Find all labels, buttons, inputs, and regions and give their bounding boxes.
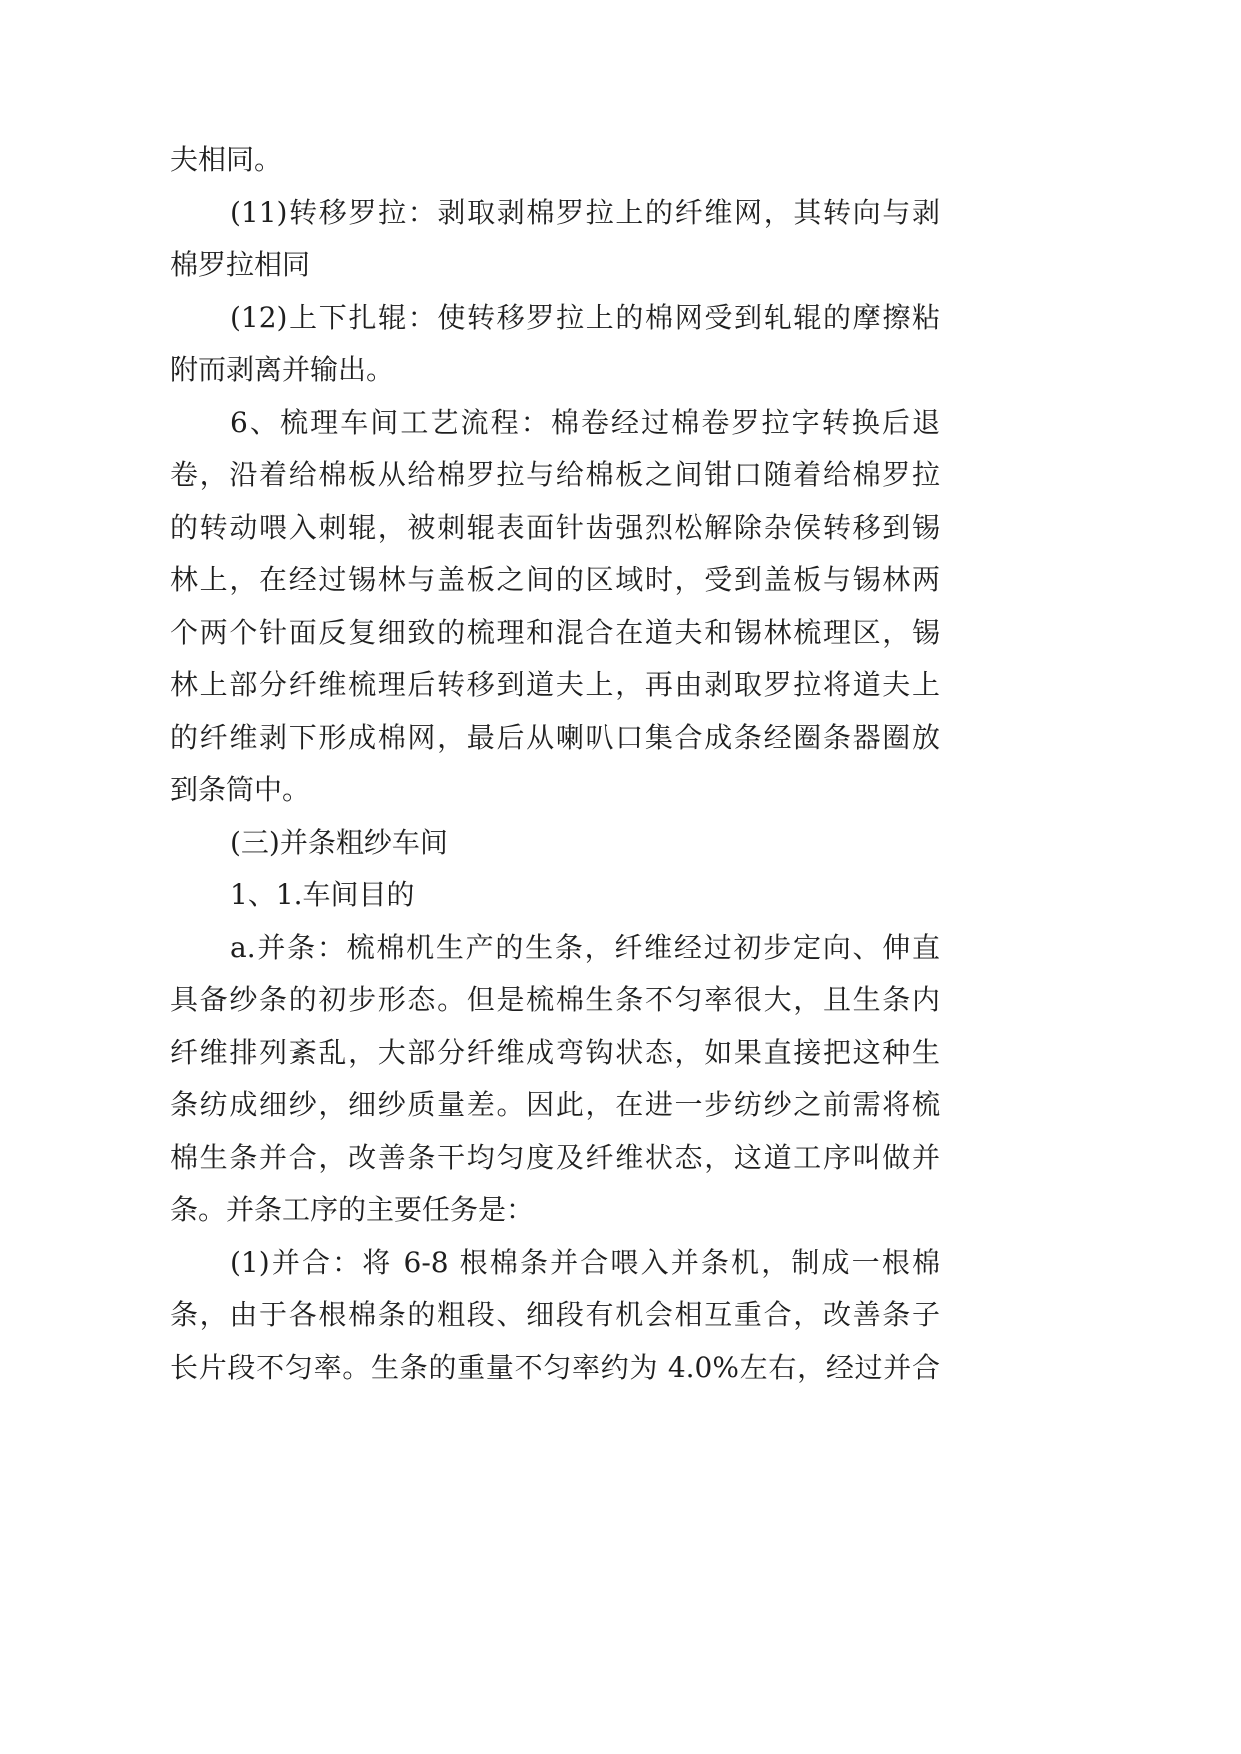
paragraph-doubling <box>170 1237 940 1395</box>
text-line: 具备纱条的初步形态。但是梳棉生条不匀率很大，且生条内 <box>170 983 940 1016</box>
text-line: 的转动喂入刺辊，被刺辊表面针齿强烈松解除杂侯转移到锡 <box>170 510 940 544</box>
text-line: (12)上下扎辊：使转移罗拉上的棉网受到轧辊的摩擦粘 <box>230 300 940 334</box>
subsection-heading-text: 1、1.车间目的 <box>230 878 415 911</box>
body-text <box>170 134 940 1394</box>
text-line: 条，由于各根棉条的粗段、细段有机会相互重合，改善条子 <box>170 1298 940 1331</box>
text-line: 个两个针面反复细致的梳理和混合在道夫和锡林梳理区，锡 <box>170 615 940 649</box>
subsection-heading <box>170 869 940 922</box>
text-line: 条纺成细纱，细纱质量差。因此，在进一步纺纱之前需将梳 <box>170 1088 940 1121</box>
text-line: 夫相同。 <box>170 143 283 176</box>
text-line: 6、梳理车间工艺流程：棉卷经过棉卷罗拉字转换后退 <box>230 405 940 439</box>
text-line: 长片段不匀率。生条的重量不匀率约为 4.0%左右，经过并合 <box>170 1350 940 1384</box>
text-line: 条。并条工序的主要任务是： <box>170 1193 535 1226</box>
text-line: 到条筒中。 <box>170 773 311 806</box>
text-line: 棉生条并合，改善条干均匀度及纤维状态，这道工序叫做并 <box>170 1140 940 1174</box>
paragraph-drawing <box>170 922 940 1237</box>
text-line: 棉罗拉相同 <box>170 248 311 281</box>
text-line: 卷，沿着给棉板从给棉罗拉与给棉板之间钳口随着给棉罗拉 <box>170 458 940 491</box>
section-heading <box>170 817 940 870</box>
text-line: a.并条：梳棉机生产的生条，纤维经过初步定向、伸直 <box>230 930 940 964</box>
text-line: 的纤维剥下形成棉网，最后从喇叭口集合成条经圈条器圈放 <box>170 720 940 754</box>
paragraph-continuation <box>170 134 940 187</box>
paragraph-carding-process <box>170 397 940 817</box>
text-line: 林上，在经过锡林与盖板之间的区域时，受到盖板与锡林两 <box>170 563 940 596</box>
text-line: 附而剥离并输出。 <box>170 353 395 386</box>
text-line: 纤维排列紊乱，大部分纤维成弯钩状态，如果直接把这种生 <box>170 1035 940 1069</box>
text-line: (11)转移罗拉：剥取剥棉罗拉上的纤维网，其转向与剥 <box>230 195 940 229</box>
paragraph-transfer-roller <box>170 187 940 292</box>
paragraph-crush-rollers <box>170 292 940 397</box>
text-line: 林上部分纤维梳理后转移到道夫上，再由剥取罗拉将道夫上 <box>170 668 940 701</box>
section-heading-text: (三)并条粗纱车间 <box>230 825 448 859</box>
text-line: (1)并合：将 6-8 根棉条并合喂入并条机，制成一根棉 <box>230 1245 940 1279</box>
